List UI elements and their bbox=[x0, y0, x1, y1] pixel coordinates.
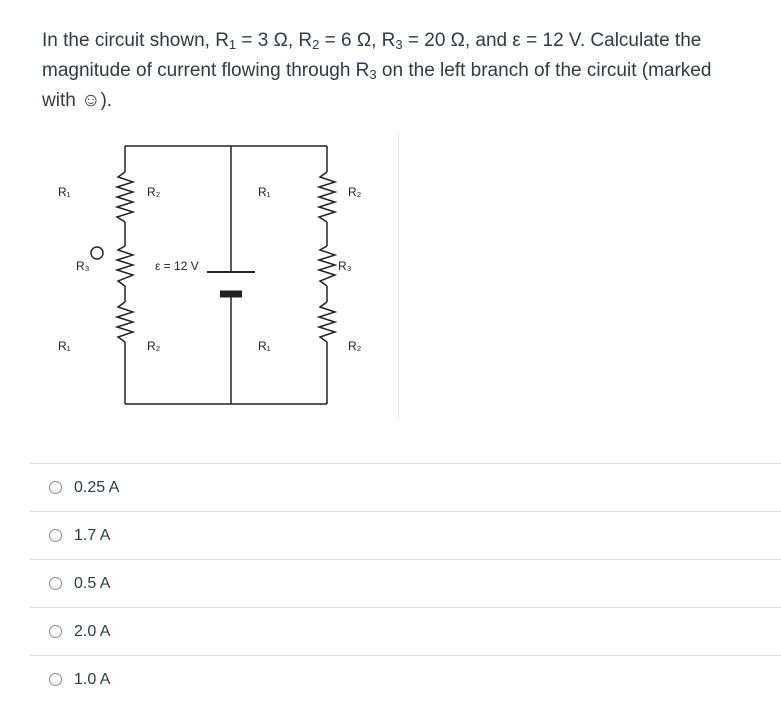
resistor-right-top bbox=[319, 172, 335, 222]
answer-option[interactable] bbox=[30, 511, 781, 559]
label-r2-left-top: R₂ bbox=[147, 185, 161, 199]
question-line-1: In the circuit shown, $R_1 = 3$ Ω, $R_2 = 6$ Ω, $R_3 = 20$ Ω, and ε = 12 V. Calculate the bbox=[42, 30, 702, 52]
resistor-right-mid bbox=[319, 246, 335, 286]
radio-button[interactable] bbox=[49, 529, 62, 542]
answer-option[interactable] bbox=[30, 463, 781, 511]
radio-button[interactable] bbox=[49, 577, 62, 590]
label-r3-right: R₃ bbox=[338, 259, 352, 273]
answer-list bbox=[30, 463, 781, 703]
answer-label: 0.25 A bbox=[74, 478, 120, 496]
circuit-figure bbox=[42, 134, 399, 418]
circuit-diagram bbox=[42, 134, 398, 418]
answer-option[interactable] bbox=[30, 559, 781, 607]
label-r1-left-top: R₁ bbox=[58, 185, 71, 199]
answer-option[interactable] bbox=[30, 655, 781, 703]
label-r1-right-bottom: R₁ bbox=[258, 339, 271, 353]
question-line-3: with ☺). bbox=[42, 90, 113, 111]
label-r3-left: R₃ bbox=[76, 259, 90, 273]
smiley-marker bbox=[91, 247, 103, 259]
resistor-left-top bbox=[117, 172, 133, 222]
answer-label: 0.5 A bbox=[74, 574, 111, 592]
radio-button[interactable] bbox=[49, 481, 62, 494]
label-r2-left-bottom: R₂ bbox=[147, 339, 161, 353]
answer-option[interactable] bbox=[30, 607, 781, 655]
label-r2-right-bottom: R₂ bbox=[348, 339, 362, 353]
label-r2-right-top: R₂ bbox=[348, 185, 362, 199]
label-r1-left-bottom: R₁ bbox=[58, 339, 71, 353]
resistor-right-bottom bbox=[319, 302, 335, 342]
emf-label: ε = 12 V bbox=[155, 259, 199, 273]
answer-label: 1.7 A bbox=[74, 526, 111, 544]
question-line-2: magnitude of current flowing through $R_3$ on the left branch of the circuit (marked bbox=[42, 60, 712, 82]
label-r1-right-top: R₁ bbox=[258, 185, 271, 199]
radio-button[interactable] bbox=[49, 625, 62, 638]
radio-button[interactable] bbox=[49, 673, 62, 686]
resistor-left-mid bbox=[117, 246, 133, 286]
answer-label: 2.0 A bbox=[74, 622, 111, 640]
answer-label: 1.0 A bbox=[74, 670, 111, 688]
resistor-left-bottom bbox=[117, 302, 133, 342]
question-text bbox=[42, 26, 772, 116]
